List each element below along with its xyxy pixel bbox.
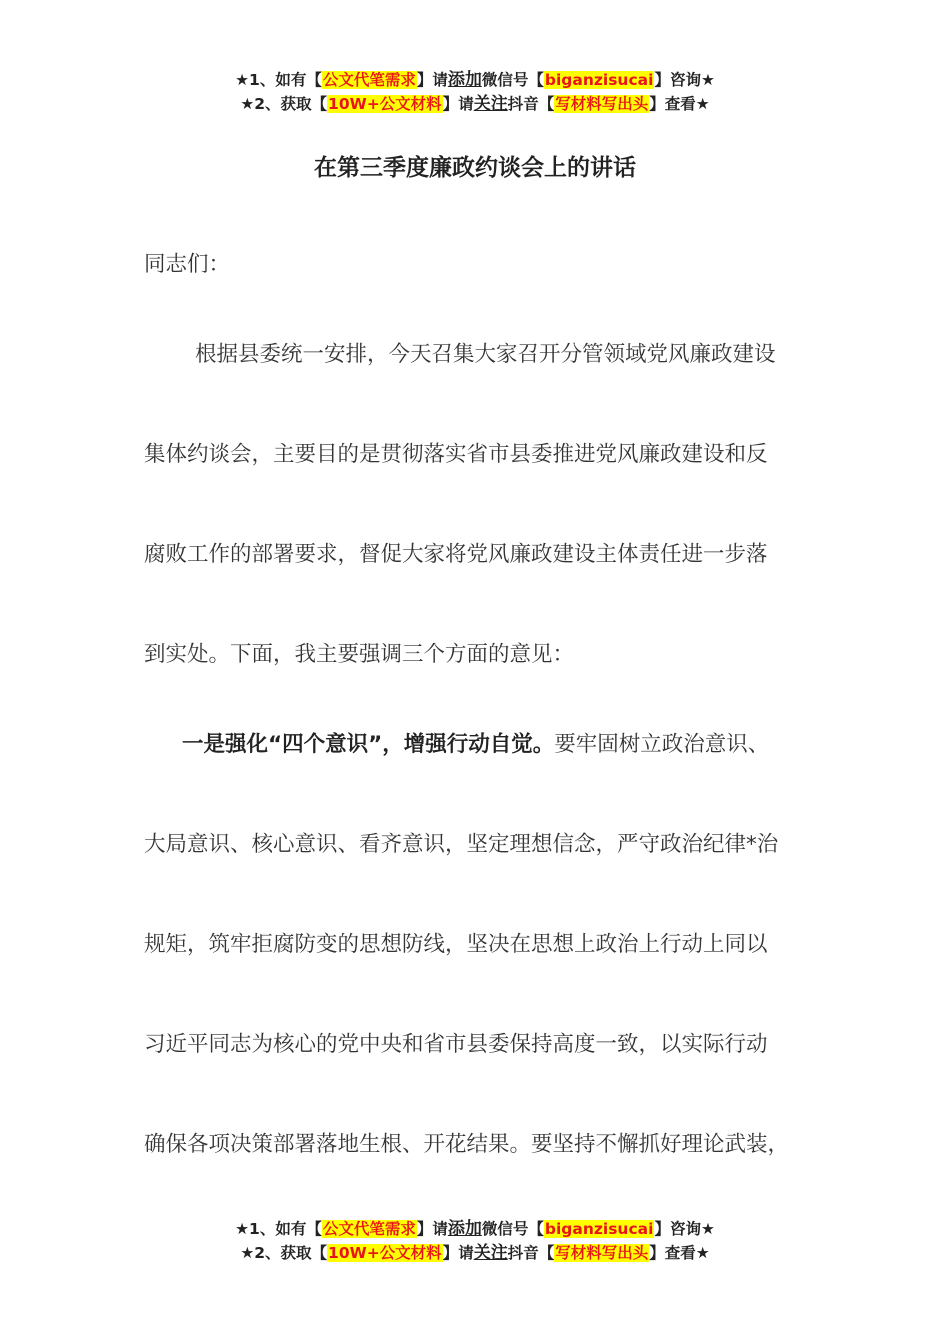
banner-emphasis: 关注: [473, 94, 508, 114]
banner-line-1: [0, 1217, 950, 1241]
banner-highlight: 写材料写出头: [555, 95, 649, 113]
document-title: 在第三季度廉政约谈会上的讲话: [314, 155, 636, 181]
banner-line-2: [0, 1241, 950, 1265]
banner-text: 】查看★: [649, 1244, 710, 1262]
banner-highlight: 10W+公文材料: [328, 95, 442, 113]
banner-text: 】请: [442, 1244, 474, 1262]
banner-emphasis: 添加: [447, 1219, 482, 1239]
banner-emphasis: 添加: [447, 70, 482, 90]
banner-highlight: biganzisucai: [544, 71, 654, 89]
banner-text: 】查看★: [649, 95, 710, 113]
banner-text: 抖音【: [507, 1244, 555, 1262]
banner-text: ★1、如有【: [235, 1220, 322, 1238]
banner-highlight: 公文代笔需求: [322, 71, 416, 89]
banner-text: 】咨询★: [654, 1220, 715, 1238]
banner-emphasis: 关注: [473, 1243, 508, 1263]
banner-text: 】请: [416, 1220, 448, 1238]
banner-text: 微信号【: [481, 1220, 544, 1238]
banner-highlight: 10W+公文材料: [328, 1244, 442, 1262]
banner-highlight: 写材料写出头: [555, 1244, 649, 1262]
paragraph-2-text: 要牢固树立政治意识、: [554, 732, 770, 757]
banner-line-1: [0, 68, 950, 92]
paragraph-2-first-line: [182, 729, 769, 761]
paragraph-2-heading: 一是强化“四个意识”，增强行动自觉。: [182, 732, 555, 757]
banner-highlight: biganzisucai: [544, 1220, 654, 1238]
paragraph-2-line: 习近平同志为核心的党中央和省市县委保持高度一致，以实际行动: [144, 1032, 768, 1057]
paragraph-1-line: 到实处。下面，我主要强调三个方面的意见：: [144, 642, 575, 667]
paragraph-1-line: 根据县委统一安排，今天召集大家召开分管领域党风廉政建设: [195, 342, 776, 367]
salutation: 同志们：: [144, 252, 231, 277]
paragraph-2-line: 规矩，筑牢拒腐防变的思想防线，坚决在思想上政治上行动上同以: [144, 932, 768, 957]
paragraph-2-line: 大局意识、核心意识、看齐意识，坚定理想信念，严守政治纪律*治: [144, 832, 779, 857]
paragraph-1-line: 腐败工作的部署要求，督促大家将党风廉政建设主体责任进一步落: [144, 542, 768, 567]
banner-text: ★1、如有【: [235, 71, 322, 89]
banner-text: ★2、获取【: [240, 1244, 328, 1262]
banner-text: 抖音【: [507, 95, 555, 113]
bottom-banner: [0, 1217, 950, 1265]
top-banner: [0, 68, 950, 116]
paragraph-2-line: 确保各项决策部署落地生根、开花结果。要坚持不懈抓好理论武装，: [144, 1132, 790, 1157]
banner-text: 】咨询★: [654, 71, 715, 89]
banner-text: 】请: [442, 95, 474, 113]
banner-line-2: [0, 92, 950, 116]
paragraph-1-line: 集体约谈会，主要目的是贯彻落实省市县委推进党风廉政建设和反: [144, 442, 768, 467]
banner-highlight: 公文代笔需求: [322, 1220, 416, 1238]
banner-text: 微信号【: [481, 71, 544, 89]
banner-text: ★2、获取【: [240, 95, 328, 113]
banner-text: 】请: [416, 71, 448, 89]
